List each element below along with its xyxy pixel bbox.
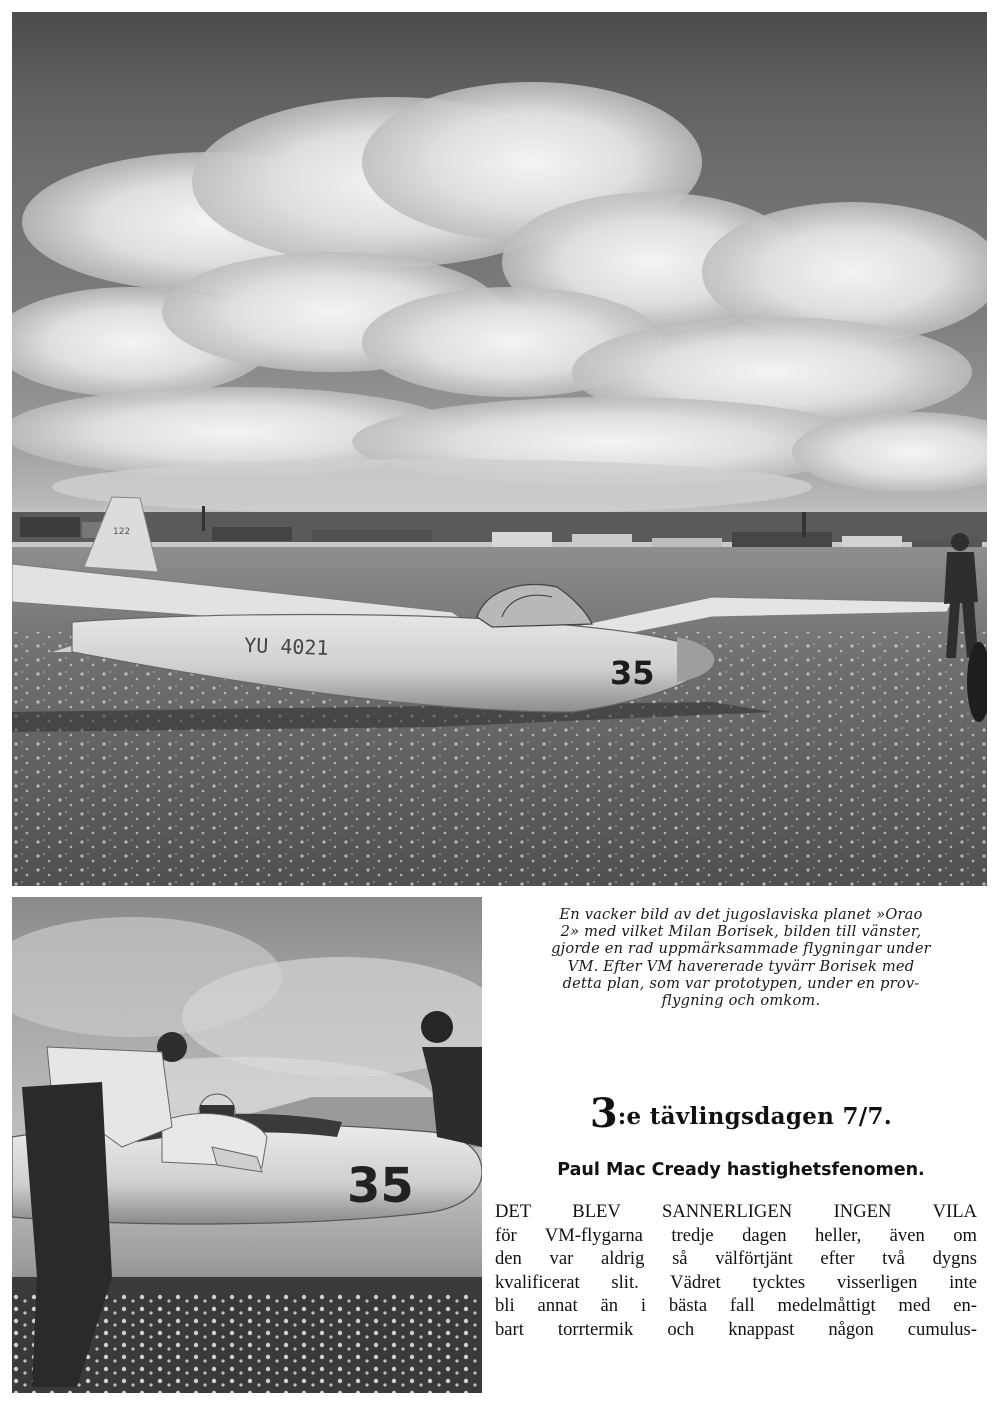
caption-line: 2» med vilket Milan Borisek, bilden till vänster,: [560, 923, 922, 941]
clouds: [12, 82, 987, 515]
article-body: [495, 1200, 977, 1342]
body-line: för VM-flygarna tredje dagen heller, även om: [495, 1224, 977, 1246]
tail-code: 122: [113, 527, 131, 537]
town-skyline: [12, 506, 987, 554]
race-number-top: 35: [610, 654, 655, 692]
body-line: DET BLEV SANNERLIGEN INGEN VILA: [495, 1201, 977, 1222]
section-number: 3: [589, 1090, 618, 1137]
section-heading-text: :e tävlingsdagen 7/7.: [617, 1103, 893, 1130]
caption-line: VM. Efter VM havererade tyvärr Borisek med: [567, 957, 915, 975]
glider-photo-top: [12, 12, 987, 886]
caption-line: flygning och omkom.: [661, 992, 821, 1010]
article-subheading: Paul Mac Cready hastighetsfenomen.: [557, 1160, 925, 1180]
pilot-in-glider-illustration: [12, 897, 482, 1393]
section-heading: [508, 1090, 974, 1137]
caption-line: gjorde en rad uppmärksammade flygningar under: [551, 940, 931, 958]
caption-line: En vacker bild av det jugoslaviska planet »Orao: [559, 906, 923, 923]
caption-line: detta plan, som var prototypen, under en prov-: [562, 974, 920, 992]
body-line: bli annat än i bästa fall medelmåttigt med en-: [495, 1295, 977, 1317]
body-line: bart torrtermik och knappast någon cumulus-: [495, 1318, 977, 1340]
body-line: kvalificerat slit. Vädret tycktes visserligen inte: [495, 1271, 977, 1293]
pilot-cockpit-photo: [12, 897, 482, 1393]
glider-on-field-illustration: [12, 12, 987, 886]
body-line: den var aldrig så välförtjänt efter två dygns: [495, 1248, 977, 1270]
race-number-bottom: 35: [347, 1158, 414, 1214]
photo-caption: [508, 906, 974, 1009]
fuselage-registration: YU 4021: [243, 633, 329, 660]
